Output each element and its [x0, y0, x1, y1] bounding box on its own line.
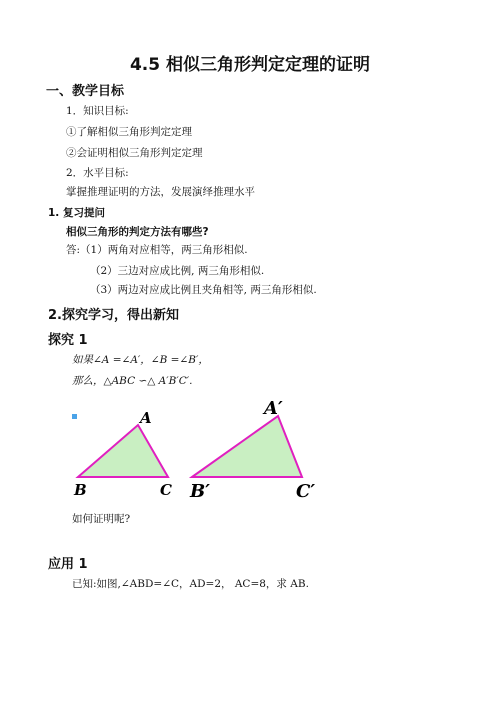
explore-subheading: 探究 1	[48, 333, 88, 348]
page-title: 4.5 相似三角形判定定理的证明	[129, 55, 371, 75]
review-answer-2: （2）三边对应成比例, 两三角形相似.	[90, 265, 265, 277]
explore-heading: 2.探究学习，得出新知	[48, 308, 179, 323]
vertex-label-b: B	[74, 481, 87, 499]
application-heading: 应用 1	[48, 557, 88, 572]
section-heading-objectives: 一、教学目标	[46, 84, 125, 99]
vertex-label-b-prime: B′	[190, 481, 210, 502]
review-answer-3: （3）两边对应成比例且夹角相等, 两三角形相似.	[90, 284, 317, 296]
vertex-label-a-prime: A′	[264, 398, 283, 419]
knowledge-objective-item-1: ①了解相似三角形判定定理	[66, 126, 192, 138]
review-question: 相似三角形的判定方法有哪些?	[66, 226, 209, 238]
vertex-label-c-prime: C′	[296, 481, 316, 502]
explore-conclusion: 那么，△ABC ∽△ A′B′C′.	[72, 375, 193, 387]
explore-condition: 如果∠A =∠A′，∠B =∠B′，	[72, 354, 209, 366]
triangle-a-prime-b-prime-c-prime	[192, 416, 302, 477]
application-problem: 已知:如图,∠ABD=∠C，AD=2， AC=8，求 AB.	[72, 578, 309, 590]
knowledge-objective-item-2: ②会证明相似三角形判定定理	[66, 147, 203, 159]
review-answer-1: 答:（1）两角对应相等，两三角形相似.	[66, 244, 248, 256]
similar-triangles-figure	[60, 392, 330, 507]
vertex-label-a: A	[140, 409, 152, 427]
knowledge-objective-label: 1．知识目标:	[66, 105, 129, 117]
vertex-label-c: C	[160, 481, 172, 499]
review-heading: 1. 复习提问	[48, 207, 105, 219]
anchor-marker-icon	[72, 414, 77, 419]
ability-objective-label: 2．水平目标:	[66, 167, 129, 179]
proof-question: 如何证明呢?	[72, 513, 131, 525]
ability-objective-item: 掌握推理证明的方法，发展演绎推理水平	[66, 186, 255, 198]
triangle-abc	[78, 425, 168, 477]
